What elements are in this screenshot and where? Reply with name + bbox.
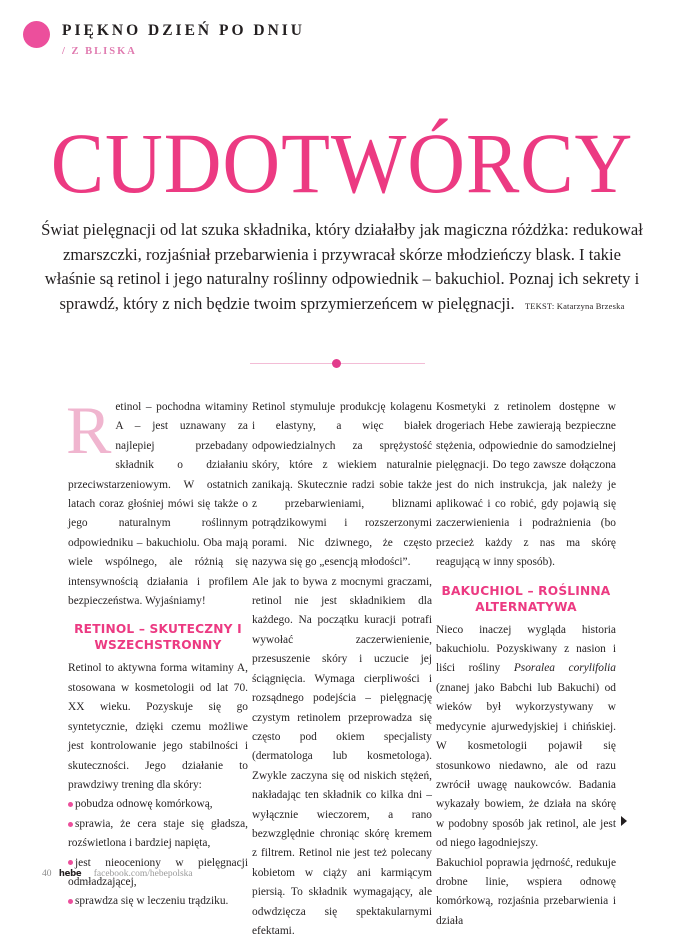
retinol-paragraph: Retinol to aktywna forma witaminy A, stosowana w kosmetologii od lat 70. XX wieku. Pozyskuje się go syntetycznie, dzięki czemu możliwe jest kontrolowanie jego stabilności i skuteczności. Jego działanie to prawdziwy trening dla skóry: [68,662,248,791]
section-marker-dot [23,21,50,48]
column-3 [436,398,616,931]
brand-logo: hebe [58,869,82,879]
author-credit: TEKST: Katarzyna Brzeska [524,300,625,311]
bullet-item: sprawia, że cera staje się gładsza, rozświetlona i bardziej napięta, [68,817,248,850]
column-2 [252,398,432,941]
column2-paragraph-2: Ale jak to bywa z mocnymi graczami, retinol nie jest składnikiem dla każdego. Na początku kuracji potrafi wywołać zaczerwienienie, przesuszenie skóry i uczucie jej ściągnięcia. Wymaga cierpliwości i rozsądnego podejścia – pielęgnację czystym retinolem przeprowadza się często pod okiem specjalisty (dermatologa lub kosmetologa). Zwykle zaczyna się od niskich stężeń, nakładając ten składnik co kilka dni – wyłącznie wieczorem, a rano bezwzględnie chroniąc skórę kremem z filtrem. Retinol nie jest też polecany kobietom w ciąży ani karmiącym piersią. To składnik wymagający, ale odwdzięcza się spektakularnymi efektami. [252,575,432,937]
lead-paragraph [40,218,644,318]
drop-cap: R [66,392,112,468]
bullet-item: sprawdza się w leczeniu trądziku. [68,892,248,911]
bullet-icon [68,822,73,827]
bakuchiol-paragraph: Nieco inaczej wygląda historia bakuchiolu. Pozyskiwany z nasion i liści rośliny Psoralea corylifolia (znanej jako Babchi lub Bakuchi) od wieków był wykorzystywany w medycynie ajurwedyjskiej i chińskiej. W kosmetologii pojawił się stosunkowo niedawno, ale od razu zwrócił uwagę naukowców. Badania wykazały bowiem, że działa na skórę w podobny sposób jak retinol, ale jest od niego łagodniejszy. [436,623,616,850]
bullet-icon [68,802,73,807]
latin-plant-name: Psoralea corylifolia [513,662,616,675]
page-footer [42,869,193,879]
lead-text: Świat pielęgnacji od lat szuka składnika, który działałby jak magiczna różdżka: redukował zmarszczki, rozjaśniał przebarwienia i przywracał skórze młodzieńczy blask. I takie właśnie są retinol i jego naturalny roślinny odpowiednik – bakuchiol. Poznaj ich sekrety i sprawdź, który z nich będzie twoim sprzymierzeńcem w pielęgnacji. [41,220,643,313]
column-1 [66,392,248,912]
subheading-retinol: RETINOL – SKUTECZNY I WSZECHSTRONNY [74,622,242,653]
article-headline: CUDOTWÓRCY [50,115,634,211]
subheading-bakuchiol: BAKUCHIOL – ROŚLINNA ALTERNATYWA [441,583,611,614]
bullet-item: pobudza odnowę komórkową, [68,795,248,814]
divider-dot [332,359,341,368]
social-link[interactable]: facebook.com/hebepolska [93,869,193,879]
bullet-icon [68,860,73,865]
column2-paragraph-1: Retinol stymuluje produkcję kolagenu i elastyny, a więc białek odpowiedzialnych za sprężystość skóry, które z wiekiem naturalnie zanikają. Skutecznie radzi sobie także z przebarwieniami, bliznami potrądzikowymi i rozszerzonymi porami. Nic dziwnego, że często nazywa się go „esencją młodości”. [252,401,432,569]
triangle-right-icon [621,816,627,826]
column3-paragraph-3: Bakuchiol poprawia jędrność, redukuje drobne linie, wspiera odnowę komórkową, rozjaśnia przebarwienia i działa [436,856,616,927]
page-number: 40 [42,869,52,879]
column3-paragraph-1: Kosmetyki z retinolem dostępne w drogeriach Hebe zawierają bezpieczne stężenia, odpowiednie do samodzielnej pielęgnacji. Do tego zawsze dołączona jest do nich instrukcja, jak należy je aplikować i co robić, gdy pojawią się zaczerwienienia i podrażnienia (bo przecież każdy z nas ma skórę reagującą w inny sposób). [436,401,616,569]
section-title: PIĘKNO DZIEŃ PO DNIU [62,22,306,39]
bullet-item: jest nieoceniony w pielęgnacji odmładzającej, [68,856,248,888]
section-subtitle: / Z BLISKA [62,46,137,57]
intro-paragraph: Retinol – pochodna witaminy A – jest uznawany za najlepiej przebadany składnik o działaniu przeciwstarzeniowym. W ostatnich latach coraz głośniej mówi się także o jego naturalnym roślinnym odpowiedniku – bakuchiolu. Oba mają wiele wspólnego, ale różnią się intensywnością działania i profilem bezpieczeństwa. Wyjaśniamy! [66,392,248,608]
